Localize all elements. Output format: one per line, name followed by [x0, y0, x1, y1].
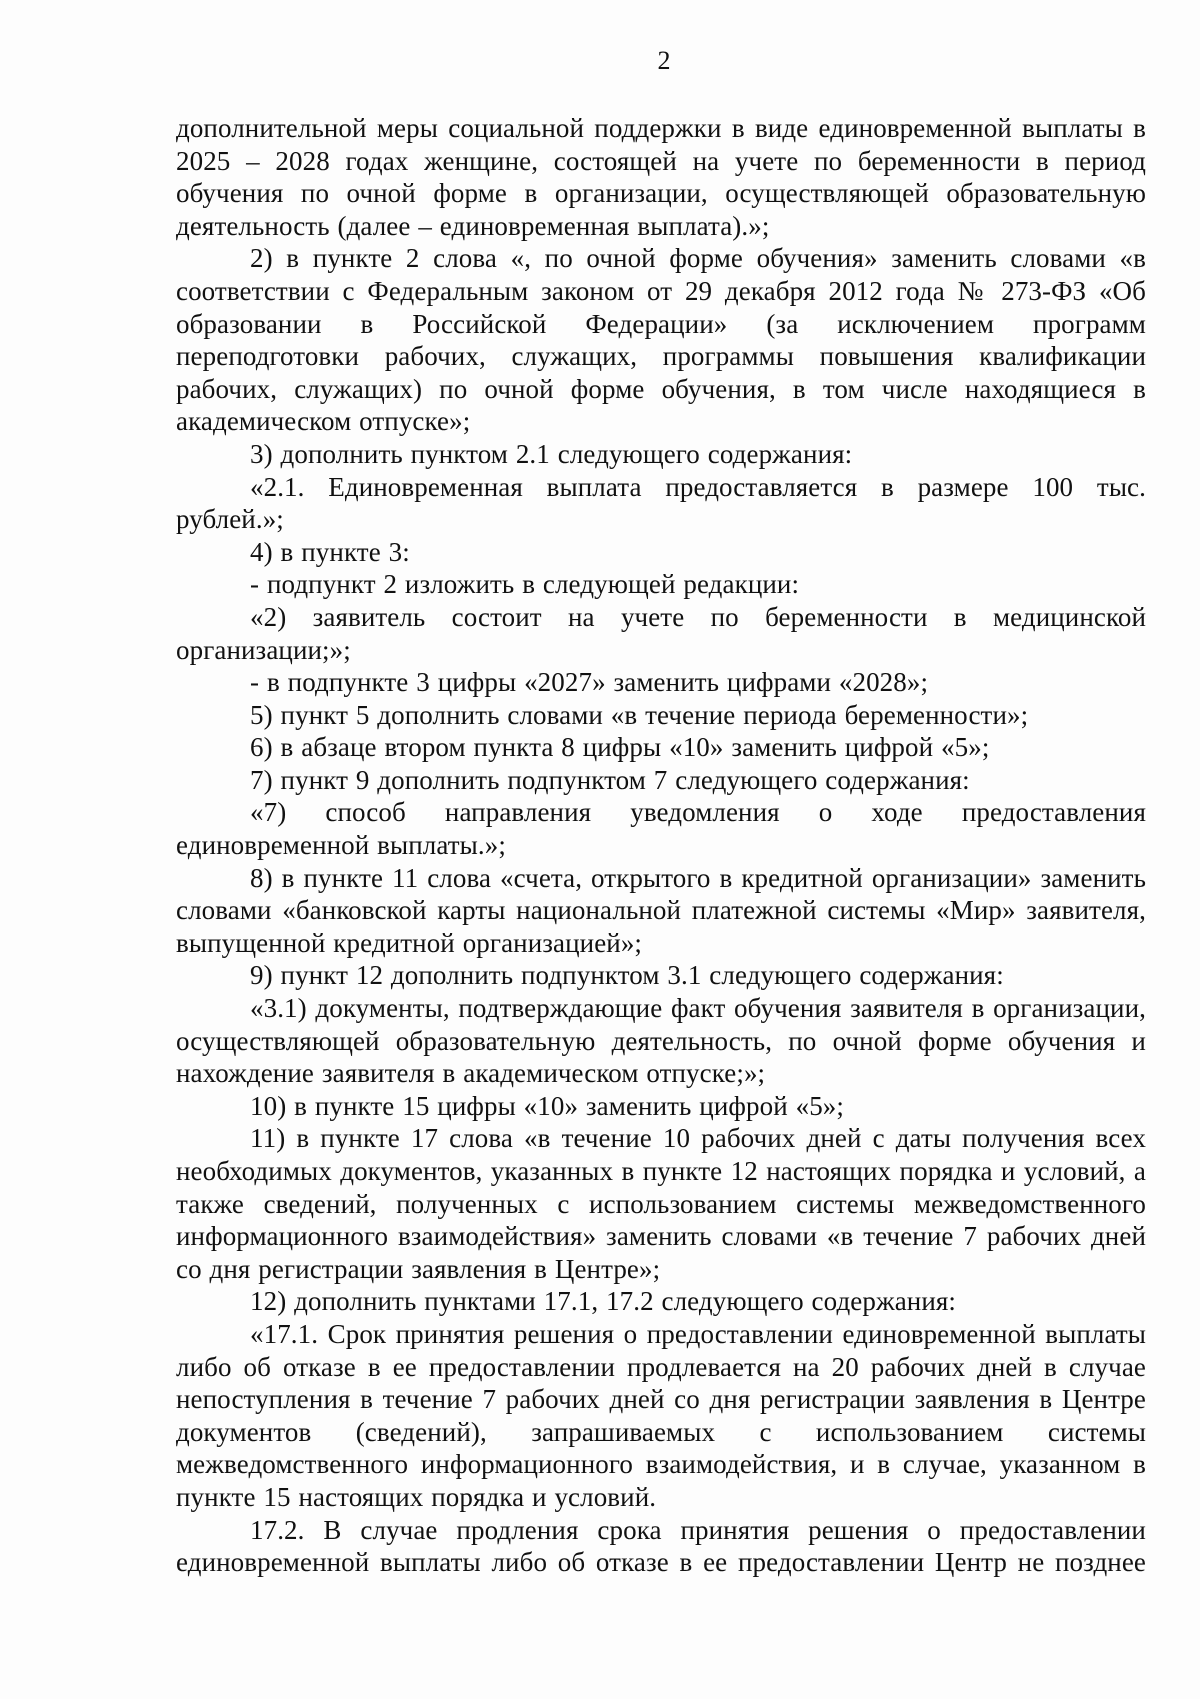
paragraph-item-8: 8) в пункте 11 слова «счета, открытого в кредитной организации» заменить словами «банковской карты национальной платежной системы «Мир» заявителя, выпущенной кредитной организацией»; — [176, 862, 1146, 958]
paragraph-quote-3-1: «3.1) документы, подтверждающие факт обучения заявителя в организации, осуществляющей образовательную деятельность, по очной форме обучения и нахождение заявителя в академическом отпуске;»; — [176, 993, 1146, 1089]
paragraph-item-2: 2) в пункте 2 слова «, по очной форме обучения» заменить словами «в соответствии с Федеральным законом от 29 декабря 2012 года № 273-ФЗ «Об образовании в Российской Федерации» (за исключением программ переподготовки рабочих, служащих, программы повышения квалификации рабочих, служащих) по очной форме обучения, в том числе находящиеся в академическом отпуске»; — [176, 243, 1146, 437]
document-body — [176, 112, 1146, 1579]
paragraph-item-10: 10) в пункте 15 цифры «10» заменить цифрой «5»; — [250, 1090, 844, 1121]
paragraph-quote-7: «7) способ направления уведомления о ходе предоставления единовременной выплаты.»; — [176, 797, 1146, 861]
paragraph-item-4: 4) в пункте 3: — [250, 536, 410, 567]
paragraph-item-6: 6) в абзаце втором пункта 8 цифры «10» заменить цифрой «5»; — [250, 732, 990, 763]
paragraph-quote-17-1: «17.1. Срок принятия решения о предоставлении единовременной выплаты либо об отказе в ее предоставлении продлевается на 20 рабочих дней в случае непоступления в течение 7 рабочих дней со дня регистрации заявления в Центре документов (сведений), запрашиваемых с использованием системы межведомственного информационного взаимодействия, и в случае, указанном в пункте 15 настоящих порядка и условий. — [176, 1318, 1146, 1512]
paragraph-subitem-2: - подпункт 2 изложить в следующей редакции: — [250, 569, 800, 600]
paragraph-continuation: дополнительной меры социальной поддержки в виде единовременной выплаты в 2025 – 2028 годах женщине, состоящей на учете по беременности в период обучения по очной форме в организации, осуществляющей образовательную деятельность (далее – единовременная выплата).»; — [176, 113, 1146, 241]
paragraph-quote-2: «2) заявитель состоит на учете по беременности в медицинской организации;»; — [176, 601, 1146, 665]
paragraph-item-9: 9) пункт 12 дополнить подпунктом 3.1 следующего содержания: — [250, 960, 1004, 991]
paragraph-quote-2-1: «2.1. Единовременная выплата предоставляется в размере 100 тыс. рублей.»; — [176, 471, 1146, 535]
paragraph-subitem-3: - в подпункте 3 цифры «2027» заменить цифрами «2028»; — [250, 667, 929, 698]
page-number: 2 — [657, 46, 671, 75]
paragraph-item-7: 7) пункт 9 дополнить подпунктом 7 следующего содержания: — [250, 764, 970, 795]
paragraph-item-12: 12) дополнить пунктами 17.1, 17.2 следующего содержания: — [250, 1286, 957, 1317]
paragraph-17-2: 17.2. В случае продления срока принятия решения о предоставлении единовременной выплаты либо об отказе в ее предоставлении Центр не позднее — [176, 1514, 1146, 1578]
paragraph-item-5: 5) пункт 5 дополнить словами «в течение периода беременности»; — [250, 699, 1029, 730]
paragraph-item-3: 3) дополнить пунктом 2.1 следующего содержания: — [250, 438, 853, 469]
paragraph-item-11: 11) в пункте 17 слова «в течение 10 рабочих дней с даты получения всех необходимых документов, указанных в пункте 12 настоящих порядка и условий, а также сведений, полученных с использованием системы межведомственного информационного взаимодействия» заменить словами «в течение 7 рабочих дней со дня регистрации заявления в Центре»; — [176, 1123, 1146, 1284]
